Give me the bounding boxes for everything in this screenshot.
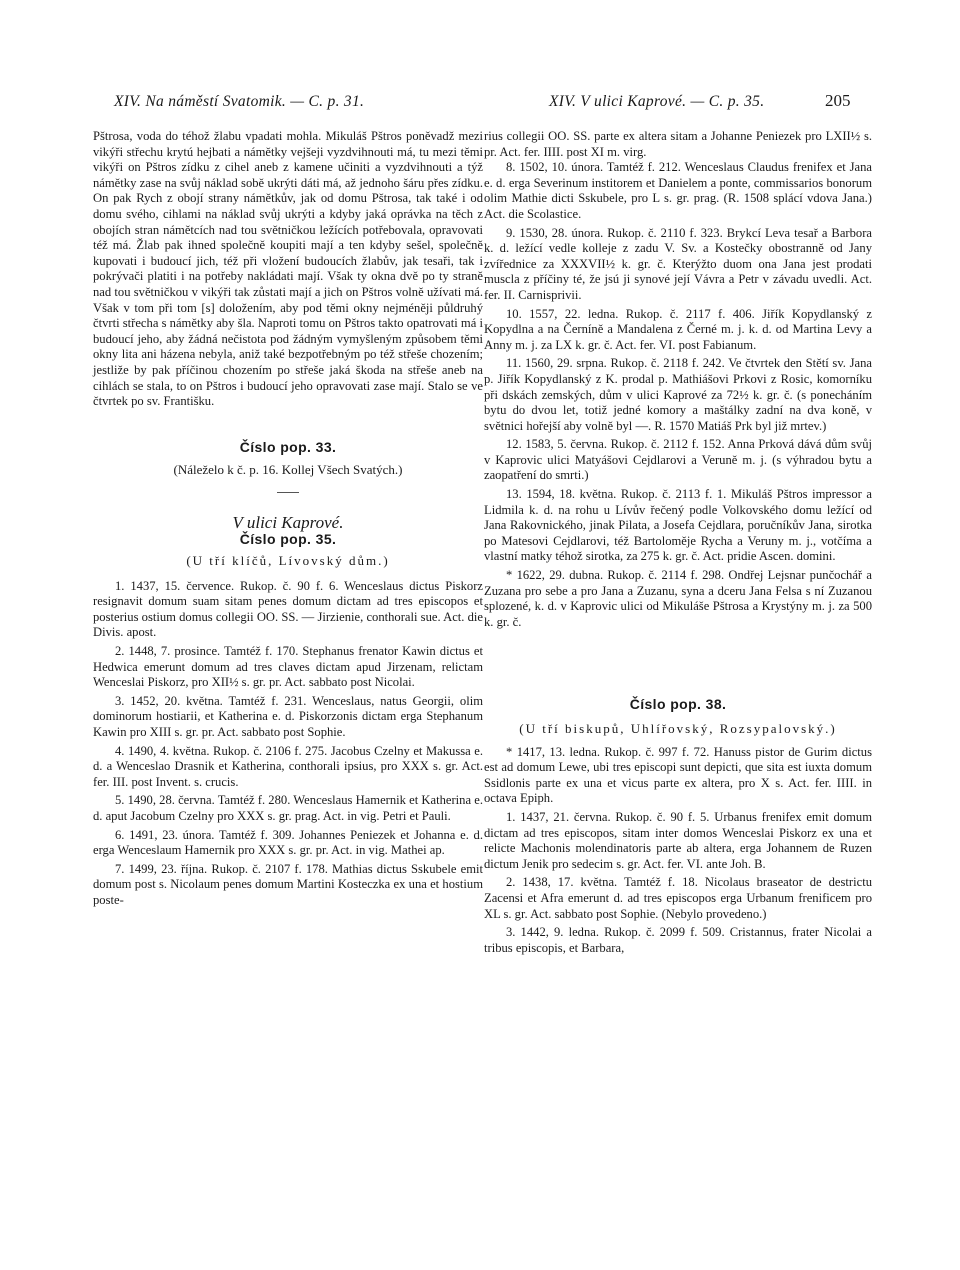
entry-35-13: 13. 1594, 18. května. Rukop. č. 2113 f. 1. Mikuláš Pštros impressor a Lidmila k. d. na rohu u Lívův řečený podle Volkovského domu ležící od Jana Rakovnického, jinak Pilata, a Josefa Cejdlara, poručníkův Jana, sirotka po Matesovi Cejdlarovi, též Bartoloměje Rycha a Veruny m. j., votčíma a vlastní matky téhož sirotka, za 275 k. gr. č. Act. pridie Ascen. domini. <box>484 487 872 564</box>
entry-35-4: 4. 1490, 4. května. Rukop. č. 2106 f. 275. Jacobus Czelny et Makussa e. d. a Wenceslao Drasnik et Katherina, conthorali ipsius, pro XXX s. gr. Act. fer. III. post Invent. s. crucis. <box>93 743 483 789</box>
section-title-38: Číslo pop. 38. <box>629 696 727 713</box>
continued-paragraph: Pštrosa, voda do téhož žlabu vpadati mohla. Mikuláš Pštros poněvadž mezi vikýři střechu krytú hejbati a námětky vejšeji vyzdvihnouti má, tu mezi těmi vikýři on Pštros zídku z cihel aneb z kamene učiniti a vyzdvihnouti a týž námětky zase na svůj náklad sobě ukrýti dáti má, až jednoho šáru přes zídku. On pak Rych z obojí strany námětkův, jak od domu Pštrosa, tak také i od domu svého, cihlami na náklad svůj ukrýti a kdyby jaká oprávka na těch z obojích stran námětcích nad tou světničkou ležících potřebovala, opravovati též má. Žlab pak ihned společně koupiti mají a ten kdyby sešel, společně kupovati i budoucí jich, též při vložení budoucích žlabův, jak tesaři, tak i pokrývači platiti i na potřeby nakládati mají. Však ty okna dvě po ty straně nad tou světničkou v vikýři tak zůstati mají a jich on Pštros volně užívati má. Však v tom při tom [s] doložením, aby pod těmi okny nejméněji půldruhý čtvrti střecha s námětky aby šla. Naproti tomu on Pštros takto opatrovati má i budoucí jeho, aby žádná nečistota pod žádným vymyšleným způsobem těmi okny lita ani házena nebyla, aniž také bezpotřebným po též střeše chozením; jestliže by pak příčinou chozením po střeše jaká škoda na střeše aneb na cihlách se stala, to on Pštros i budoucí jeho opravovati zase mají. Stalo se ve čtvrtek po sv. Františku. <box>93 129 483 409</box>
entry-35-5: 5. 1490, 28. června. Tamtéž f. 280. Wenceslaus Hamernik et Katherina e. d. aput Jacobum Czelny pro XXX s. gr. prag. Act. in vig. Petri et Pauli. <box>93 793 483 823</box>
section-title-33: Číslo pop. 33. <box>239 438 337 455</box>
running-header-left: XIV. Na náměstí Svatomik. — C. p. 31. <box>114 93 365 110</box>
continued-entry: rius collegii OO. SS. parte ex altera sitam a Johanne Peniezek pro LXII½ s. pr. Act. fer. IIII. post XI m. virg. <box>484 129 872 159</box>
entry-35-11: 11. 1560, 29. srpna. Rukop. č. 2118 f. 242. Ve čtvrtek den Stětí sv. Jana p. Jiřík Kopydlanský z K. prodal p. Mathiášovi Prkovi z Rosic, komorníku při dskách zemských, dům v ulici Kaprové za 72½ k. gr. č. (s ponecháním bytu do dvou let, totiž jedné komory a maštálky zadní na dva koně, v světnici hořejší aby volně byl —. R. 1570 Matiáš Prk byl již mrtev.) <box>484 356 872 433</box>
entry-35-3: 3. 1452, 20. května. Tamtéž f. 231. Wenceslaus, natus Georgii, olim dominorum hostiarii, et Katherina e. d. Piskorzonis dictam erga Stephanum Kawin pro XIII s. gr. pr. Act. sabbato post Sophie. <box>93 693 483 739</box>
entry-35-star: * 1622, 29. dubna. Rukop. č. 2114 f. 298. Ondřej Lejsnar punčochář a Zuzana pro sebe a pro Jana a Zuzanu, syna a dceru Jana Felsa s ní Zuzanou splozené, k. d. v Kaprovic ulici od Mikuláše Pštrosa a Krystýny m. j. za 500 k. gr. č. <box>484 568 872 629</box>
entry-35-1: 1. 1437, 15. července. Rukop. č. 90 f. 6. Wenceslaus dictus Piskorz resignavit domum suam sitam penes domum dictam ad tres episcopos et posterius ostium domus collegii OO. SS. — Jirzienie, conthorali sue. Act. die Divis. apost. <box>93 578 483 640</box>
section-note-38: (U tří biskupů, Uhlířovský, Rozsypalovský.) <box>519 721 837 736</box>
entry-35-2: 2. 1448, 7. prosince. Tamtéž f. 170. Stephanus frenator Kawin dictus et Hedwica emerunt domum ad tres claves dictam apud Jirzenam, relictam Wenceslai Piskorz, pro XII½ s. gr. pr. Act. sabbato post Nicolai. <box>93 644 483 690</box>
entry-35-9: 9. 1530, 28. února. Rukop. č. 2110 f. 323. Brykcí Leva tesař a Barbora k. d. ležící vedle kolleje z zadu V. Sv. a Kostečky obostranně od Jany zvířednice za XXXVII½ k. gr. č. Kterýžto duom ona Jana jest prodati muscla z příčiny té, že jsú ji synové její Vávra a Petr v závadu uvedli. Act. fer. II. Carnisprivii. <box>484 225 872 302</box>
left-column <box>93 129 483 912</box>
entry-35-6: 6. 1491, 23. února. Tamtéž f. 309. Johannes Peniezek et Johanna e. d. erga Wenceslaum Hamernik pro XXX s. gr. pr. Act. in vig. Mathei ap. <box>93 827 483 858</box>
page-number: 205 <box>825 91 851 110</box>
entry-35-7: 7. 1499, 23. října. Rukop. č. 2107 f. 178. Mathias dictus Sskubele emit domum post s. Nicolaum penes domum Martini Kosteczka ex una et hostium poste- <box>93 861 483 907</box>
entry-35-8: 8. 1502, 10. února. Tamtéž f. 212. Wenceslaus Claudus frenifex et Jana e. d. erga Severinum institorem et Danielem a ponte, commissarios bonorum olim Mathie dicti Sskubele, pro L s. gr. prag. (R. 1508 splácí vdova Jana.) Act. die Scolastice. <box>484 160 872 221</box>
entry-35-12: 12. 1583, 5. června. Rukop. č. 2112 f. 152. Anna Prková dává dům svůj v Kaprovic ulici Matyášovi Cejdlarovi a Veruně m. j. (s výhradou bytu a zaopatření do smrti.) <box>484 437 872 483</box>
section-note-35: (U tří klíčů, Lívovský dům.) <box>186 553 390 569</box>
running-header-right: XIV. V ulici Kaprové. — C. p. 35. <box>549 93 765 110</box>
street-heading: V ulici Kaprové. <box>232 512 344 532</box>
entry-38-3: 3. 1442, 9. ledna. Rukop. č. 2099 f. 509. Cristannus, frater Nicolai a tribus episcopis, et Barbara, <box>484 925 872 955</box>
entry-35-10: 10. 1557, 22. ledna. Rukop. č. 2117 f. 406. Jiřík Kopydlanský z Kopydlna a na Černíně a Mandalena z Černé m. j. k. d. od Martina Levy a Anny m. j. za LX k. gr. č. Act. fer. VI. post Fabianum. <box>484 306 872 352</box>
section-note-33: (Náleželo k č. p. 16. Kollej Všech Svatých.) <box>173 462 403 478</box>
entry-38-2: 2. 1438, 17. května. Tamtéž f. 18. Nicolaus braseator de destrictu Zacensi et Afra emerunt d. ad tres episcopos erga Urbanum frenificem pro XL s. gr. Act. sabbato post Sophie. (Nebylo provedeno.) <box>484 875 872 921</box>
section-title-35: Číslo pop. 35. <box>239 531 337 548</box>
entry-38-1: 1. 1437, 21. června. Rukop. č. 90 f. 5. Urbanus frenifex emit domum dictam ad tres episcopos, sitam inter domos Wenceslai Piskorz ex una et relicte Machonis molendinatoris parte ab altera, erga Johannem de Ruzen dictum Jenik pro sedecim s. gr. Act. fer. VI. ante Joh. B. <box>484 809 872 871</box>
right-column <box>484 129 872 959</box>
entry-38-star: * 1417, 13. ledna. Rukop. č. 997 f. 72. Hanuss pistor de Gurim dictus est ad domum Lewe, ubi tres episcopi sunt depicti, que sita est iuxta domum Ssidlonis parte ex una et vicus parte ex altera, pro X s. Act. fer. IIII. in octava Epiph. <box>484 744 872 806</box>
